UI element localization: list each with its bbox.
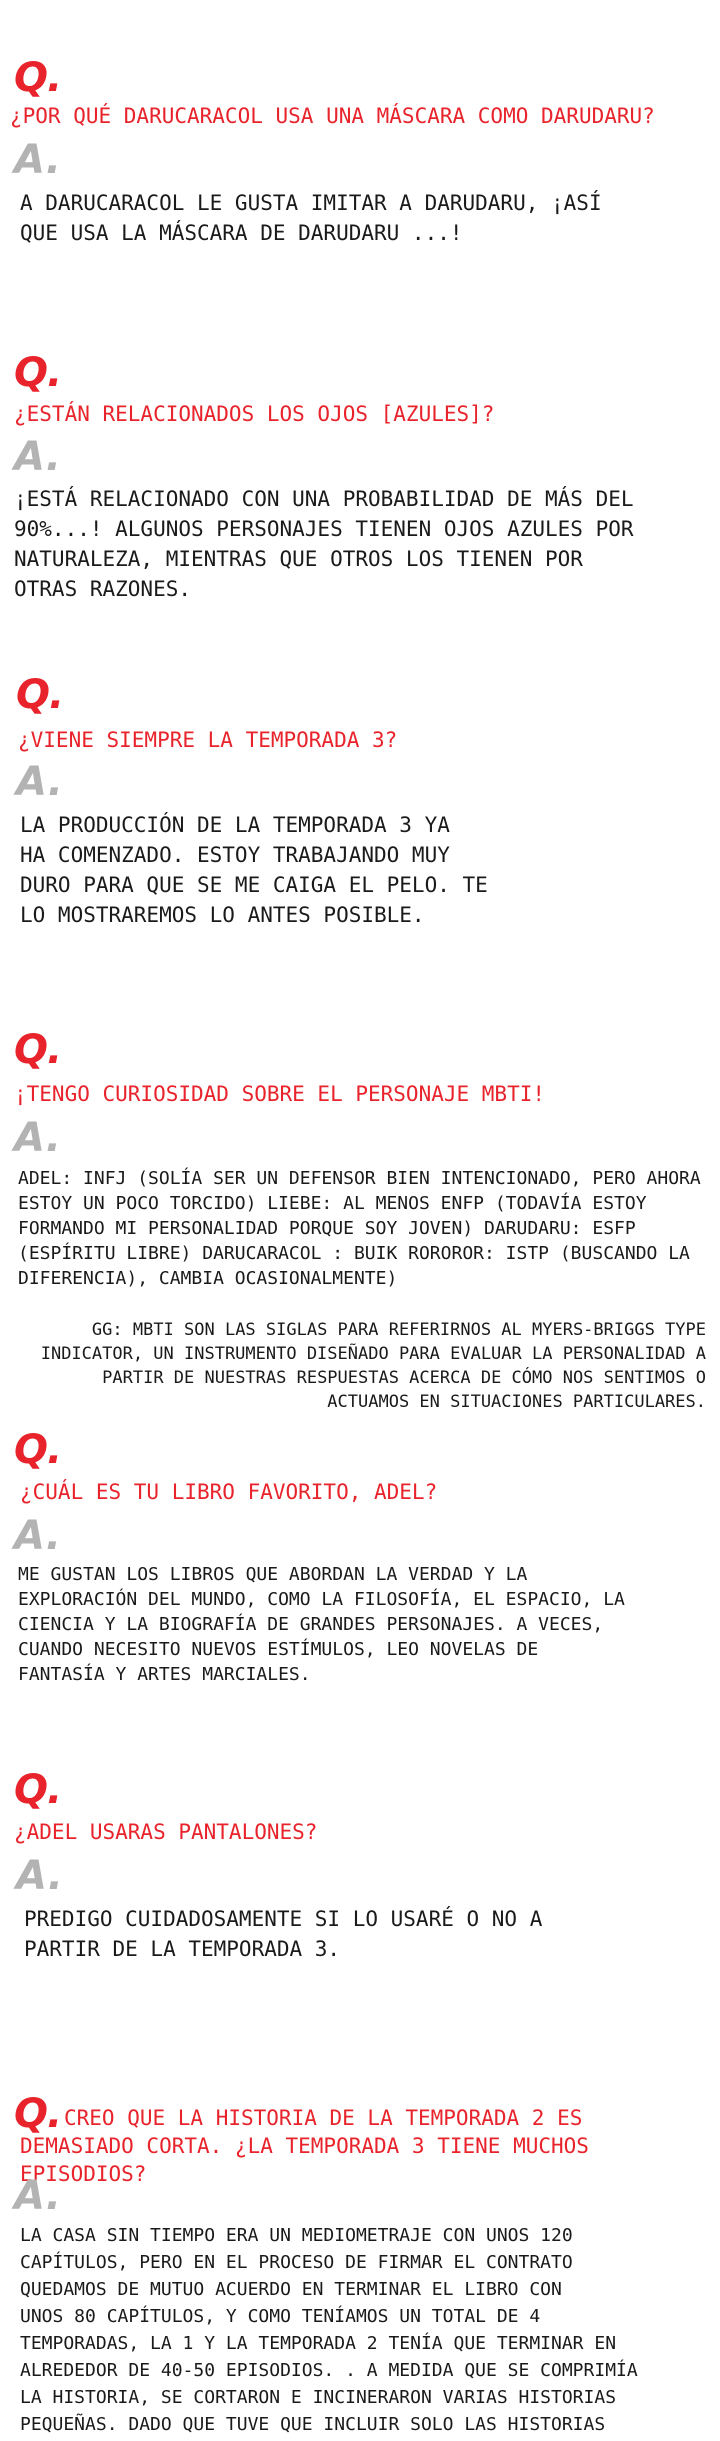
a-label: A. [14,1513,61,1559]
q-label: Q. [14,2091,62,2137]
q-label: Q. [14,55,62,101]
translator-note: GG: MBTI SON LAS SIGLAS PARA REFERIRNOS AL MYERS-BRIGGS TYPE INDICATOR, UN INSTRUMENTO DISEÑADO PARA EVALUAR LA PERSONALIDAD A PARTIR DE NUESTRAS RESPUESTAS ACERCA DE CÓMO NOS SENTIMOS O ACTUAMOS EN SITUACIONES PARTICULARES. [40,1320,706,1412]
a-label: A. [14,434,61,480]
answer-text: ¡ESTÁ RELACIONADO CON UNA PROBABILIDAD DE MÁS DEL 90%...! ALGUNOS PERSONAJES TIENEN OJOS AZULES POR NATURALEZA, MIENTRAS QUE OTROS LOS TIENEN POR OTRAS RAZONES. [14,487,634,601]
question-text: ¡TENGO CURIOSIDAD SOBRE EL PERSONAJE MBTI! [14,1082,546,1106]
q-label: Q. [14,1767,62,1813]
a-label: A. [16,1853,63,1899]
a-label: A. [14,2173,61,2219]
question-text: ¿POR QUÉ DARUCARACOL USA UNA MÁSCARA COMO DARUDARU? [10,104,655,128]
question-text: ¿ADEL USARAS PANTALONES? [14,1820,318,1844]
a-label: A. [14,1115,61,1161]
answer-text: ADEL: INFJ (SOLÍA SER UN DEFENSOR BIEN INTENCIONADO, PERO AHORA ESTOY UN POCO TORCIDO) LIEBE: AL MENOS ENFP (TODAVÍA ESTOY FORMANDO MI PERSONALIDAD PORQUE SOY JOVEN) DARUDARU: ESFP (ESPÍRITU LIBRE) DARUCARACOL : BUIK ROROROR: ISTP (BUSCANDO LA DIFERENCIA), CAMBIA OCASIONALMENTE) [18,1168,701,1289]
question-text: ¿VIENE SIEMPRE LA TEMPORADA 3? [18,728,398,752]
a-label: A. [14,137,61,183]
answer-text: ME GUSTAN LOS LIBROS QUE ABORDAN LA VERDAD Y LA EXPLORACIÓN DEL MUNDO, COMO LA FILOSOFÍA, EL ESPACIO, LA CIENCIA Y LA BIOGRAFÍA DE GRANDES PERSONAJES. A VECES, CUANDO NECESITO NUEVOS ESTÍMULOS, LEO NOVELAS DE FANTASÍA Y ARTES MARCIALES. [18,1564,625,1685]
question-text: ¿ESTÁN RELACIONADOS LOS OJOS [AZULES]? [14,402,495,426]
q-label: Q. [16,672,64,718]
q-label: Q. [14,350,62,396]
answer-text: PREDIGO CUIDADOSAMENTE SI LO USARÉ O NO A PARTIR DE LA TEMPORADA 3. [24,1907,543,1961]
question-text: ¿CUÁL ES TU LIBRO FAVORITO, ADEL? [20,1480,438,1504]
q-label: Q. [14,1427,62,1473]
q-label: Q. [14,1027,62,1073]
a-label: A. [16,759,63,805]
question-text: CREO QUE LA HISTORIA DE LA TEMPORADA 2 ES DEMASIADO CORTA. ¿LA TEMPORADA 3 TIENE MUCHOS EPISODIOS? [20,2106,589,2186]
answer-text: A DARUCARACOL LE GUSTA IMITAR A DARUDARU, ¡ASÍ QUE USA LA MÁSCARA DE DARUDARU ...! [20,191,602,245]
answer-text: LA CASA SIN TIEMPO ERA UN MEDIOMETRAJE CON UNOS 120 CAPÍTULOS, PERO EN EL PROCESO DE FIRMAR EL CONTRATO QUEDAMOS DE MUTUO ACUERDO EN TERMINAR EL LIBRO CON UNOS 80 CAPÍTULOS, Y COMO TENÍAMOS UN TOTAL DE 4 TEMPORADAS, LA 1 Y LA TEMPORADA 2 TENÍA QUE TERMINAR EN ALREDEDOR DE 40-50 EPISODIOS. . A MEDIDA QUE SE COMPRIMÍA LA HISTORIA, SE CORTARON E INCINERARON VARIAS HISTORIAS PEQUEÑAS. DADO QUE TUVE QUE INCLUIR SOLO LAS HISTORIAS [20,2225,638,2435]
answer-text: LA PRODUCCIÓN DE LA TEMPORADA 3 YA HA COMENZADO. ESTOY TRABAJANDO MUY DURO PARA QUE SE ME CAIGA EL PELO. TE LO MOSTRAREMOS LO ANTES POSIBLE. [20,813,488,927]
